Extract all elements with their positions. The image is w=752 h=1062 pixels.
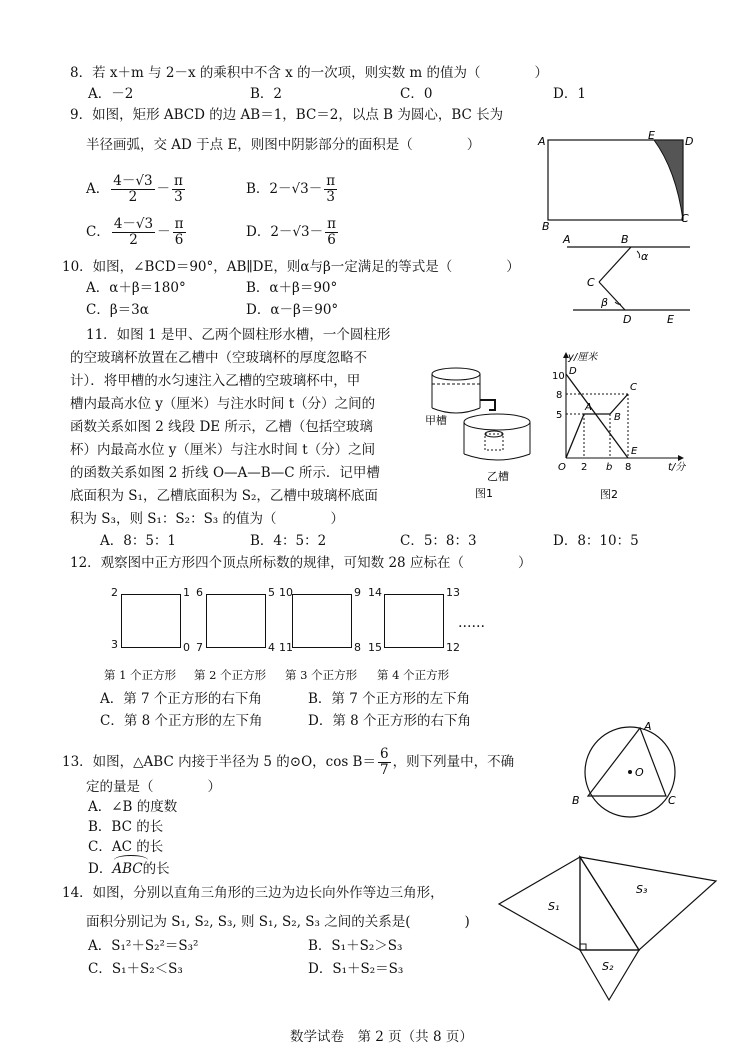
q11-line-2: 的空玻璃杯放置在乙槽中（空玻璃杯的厚度忽略不 xyxy=(70,350,367,366)
q11-fig2-xtick-b: b xyxy=(606,462,613,473)
q12-caption-4: 第 4 个正方形 xyxy=(377,668,450,682)
q12-ellipsis: …… xyxy=(458,615,485,631)
q14-option-a: A．S₁²＋S₂²＝S₃² xyxy=(88,938,199,954)
q12-square-1-br: 0 xyxy=(183,641,190,654)
q9-stem-line1: 9．如图，矩形 ABCD 的边 AB＝1，BC＝2，以点 B 为圆心，BC 长为 xyxy=(70,107,504,123)
q10-label-a: A xyxy=(563,233,571,246)
q12-square-4-bl: 15 xyxy=(368,641,382,654)
q13-stem-line1: 13．如图，△ABC 内接于半径为 5 的⊙O，cos B＝ $\frac{6}{7}$ ，则下列量中，不确 xyxy=(62,746,515,778)
q14-label-s1: S₁ xyxy=(548,900,560,913)
q14-option-b: B．S₁＋S₂＞S₃ xyxy=(308,938,403,954)
q8-option-d: D．1 xyxy=(553,86,586,102)
q11-line-1: 11．如图 1 是甲、乙两个圆柱形水槽，一个圆柱形 xyxy=(86,327,391,343)
q11-fig2-caption: 图2 xyxy=(600,488,618,501)
q12-caption-2: 第 2 个正方形 xyxy=(194,668,267,682)
q11-line-3: 计）．将甲槽的水匀速注入乙槽的空玻璃杯中，甲 xyxy=(70,373,361,389)
q11-fig2-point-a: A xyxy=(585,402,592,413)
q10-label-beta: β xyxy=(601,296,609,309)
q11-fig2-xtick-2: 2 xyxy=(581,462,588,473)
q12-square-3-tl: 10 xyxy=(279,586,293,599)
q13-label-c: C xyxy=(668,794,676,807)
q13-figure-circle xyxy=(568,716,688,828)
q14-option-d: D．S₁＋S₂＝S₃ xyxy=(308,961,404,977)
q8-option-a: A．－2 xyxy=(88,86,134,102)
q9-label-b: B xyxy=(542,220,550,233)
q11-fig2-point-c: C xyxy=(630,382,637,393)
q12-option-b: B．第 7 个正方形的左下角 xyxy=(308,691,471,707)
q8-stem: 8．若 x＋m 与 2－x 的乘积中不含 x 的一次项，则实数 m 的值为（ ） xyxy=(70,65,548,81)
q11-fig2-ytick-10: 10 xyxy=(552,371,565,382)
q14-option-c: C．S₁＋S₂＜S₃ xyxy=(88,961,183,977)
q13-arc-mark xyxy=(114,855,148,865)
q9-figure-rectangle xyxy=(536,130,696,235)
q11-fig2-ytick-5: 5 xyxy=(556,410,563,421)
q10-stem: 10．如图，∠BCD＝90°，AB∥DE，则α与β一定满足的等式是（ ） xyxy=(62,259,520,275)
q10-label-b: B xyxy=(621,233,629,246)
q12-caption-3: 第 3 个正方形 xyxy=(285,668,358,682)
q9-option-a: A． $\frac{4-√3}{2}$ － $\frac{\pi}{3}$ xyxy=(86,173,183,205)
q11-line-4: 槽内最高水位 y（厘米）与注水时间 t（分）之间的 xyxy=(70,396,376,412)
q11-fig2-ylabel: y/厘米 xyxy=(568,352,598,363)
q12-square-2-bl: 7 xyxy=(196,641,203,654)
q12-square-3 xyxy=(292,594,352,648)
q12-square-4-tr: 13 xyxy=(446,586,460,599)
q9-label-d: D xyxy=(685,135,694,148)
q13-stem-line2: 定的量是（ ） xyxy=(86,779,221,795)
q13-option-d: D． ABC的长 xyxy=(88,860,170,878)
q12-square-3-bl: 11 xyxy=(279,641,293,654)
q11-option-a: A．8：5：1 xyxy=(100,533,177,549)
q12-square-1-bl: 3 xyxy=(111,638,118,651)
q11-line-7: 的函数关系如图 2 折线 O—A—B—C 所示．记甲槽 xyxy=(70,465,380,481)
q11-fig2-xlabel: t/分 xyxy=(668,462,686,473)
q11-figure1-tanks xyxy=(425,362,537,502)
q11-fig1-label-jia: 甲槽 xyxy=(425,414,447,427)
q11-option-c: C．5：8：3 xyxy=(400,533,477,549)
q14-figure-triangles xyxy=(496,855,721,1005)
q11-fig2-point-e: E xyxy=(631,446,638,457)
q10-label-c: C xyxy=(587,276,595,289)
q13-label-b: B xyxy=(572,794,580,807)
q9-label-e: E xyxy=(648,130,655,142)
q10-option-c: C．β＝3α xyxy=(86,302,149,318)
q12-square-2 xyxy=(206,594,266,648)
q9-option-c: C． $\frac{4-√3}{2}$ － $\frac{\pi}{6}$ xyxy=(86,216,184,248)
q12-square-4-tl: 14 xyxy=(368,586,382,599)
q9-label-c: C xyxy=(681,212,689,225)
q12-square-3-tr: 9 xyxy=(354,586,361,599)
q13-option-c: C．AC 的长 xyxy=(88,839,164,855)
q11-line-6: 杯）内最高水位 y（厘米）与注水时间 t（分）之间 xyxy=(70,442,376,458)
q13-option-a: A．∠B 的度数 xyxy=(88,799,178,815)
q11-line-8: 底面积为 S₁，乙槽底面积为 S₂，乙槽中玻璃杯底面 xyxy=(70,488,378,504)
q12-stem: 12．观察图中正方形四个顶点所标数的规律，可知数 28 应标在（ ） xyxy=(70,555,532,571)
q10-label-d: D xyxy=(623,313,632,326)
q8-option-c: C．0 xyxy=(400,86,433,102)
q13-option-b: B．BC 的长 xyxy=(88,819,164,835)
q12-square-2-tr: 5 xyxy=(268,586,275,599)
q12-square-1 xyxy=(121,594,181,648)
q11-option-d: D．8：10：5 xyxy=(553,533,639,549)
q11-fig1-label-yi: 乙槽 xyxy=(487,470,509,483)
q10-option-a: A．α＋β＝180° xyxy=(86,280,186,296)
q12-option-c: C．第 8 个正方形的左下角 xyxy=(100,713,263,729)
q11-option-b: B．4：5：2 xyxy=(250,533,327,549)
q11-fig2-xtick-8: 8 xyxy=(625,462,632,473)
q9-stem-line2: 半径画弧，交 AD 于点 E，则图中阴影部分的面积是（ ） xyxy=(86,137,481,153)
q11-line-5: 函数关系如图 2 线段 DE 所示，乙槽（包括空玻璃 xyxy=(70,419,373,435)
q10-figure-parallel-lines xyxy=(555,232,695,327)
q13-label-a: A xyxy=(644,720,652,733)
q12-square-4-br: 12 xyxy=(446,641,460,654)
q12-square-1-tr: 1 xyxy=(183,586,190,599)
q14-stem-line1: 14．如图，分别以直角三角形的三边为边长向外作等边三角形， xyxy=(62,885,444,901)
q11-fig2-ytick-8: 8 xyxy=(556,390,563,401)
q11-figure2-graph xyxy=(538,348,688,503)
q11-fig2-point-b: B xyxy=(614,412,621,423)
q12-square-4 xyxy=(384,594,444,648)
q11-fig2-point-d: D xyxy=(569,366,577,377)
q13-label-o: O xyxy=(635,766,644,779)
q11-fig2-origin: O xyxy=(558,462,566,473)
q12-square-3-br: 8 xyxy=(354,641,361,654)
q10-option-d: D．α－β＝90° xyxy=(246,302,339,318)
q9-label-a: A xyxy=(538,135,546,148)
q10-option-b: B．α＋β＝90° xyxy=(246,280,338,296)
q10-label-alpha: α xyxy=(641,250,649,263)
q10-label-e: E xyxy=(667,313,674,326)
q12-caption-1: 第 1 个正方形 xyxy=(104,668,177,682)
q12-square-1-tl: 2 xyxy=(111,586,118,599)
q12-square-2-tl: 6 xyxy=(196,586,203,599)
q8-option-b: B．2 xyxy=(250,86,283,102)
page-footer: 数学试卷 第 2 页（共 8 页） xyxy=(290,1029,473,1045)
q11-line-9: 积为 S₃，则 S₁：S₂：S₃ 的值为（ ） xyxy=(70,511,345,527)
q12-option-d: D．第 8 个正方形的右下角 xyxy=(308,713,471,729)
q12-option-a: A．第 7 个正方形的右下角 xyxy=(100,691,262,707)
q14-label-s3: S₃ xyxy=(636,883,648,896)
q9-option-b: B．2－√3－ $\frac{\pi}{3}$ xyxy=(246,173,336,205)
q9-option-d: D．2－√3－ $\frac{\pi}{6}$ xyxy=(246,216,336,248)
q14-label-s2: S₂ xyxy=(602,960,614,973)
q12-square-2-br: 4 xyxy=(268,641,275,654)
q14-stem-line2: 面积分别记为 S₁, S₂, S₃, 则 S₁, S₂, S₃ 之间的关系是( ) xyxy=(86,914,470,930)
q11-fig1-caption: 图1 xyxy=(475,487,493,500)
